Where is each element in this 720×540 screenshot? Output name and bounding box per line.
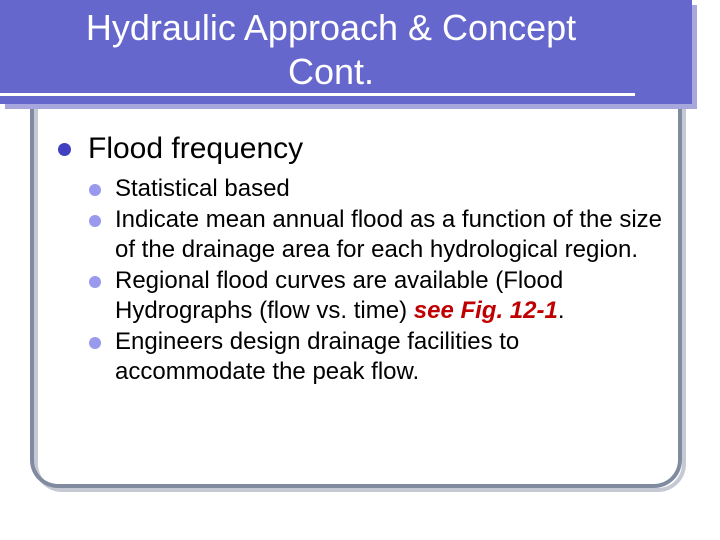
- bullet-icon: [89, 184, 101, 196]
- bullet-icon: [58, 143, 71, 156]
- sub-bullet-text: Indicate mean annual flood as a function of the size of the drainage area for each hydrological region.: [115, 205, 663, 263]
- slide-title-line1: Hydraulic Approach & Concept: [85, 7, 577, 48]
- sub-bullet-item: [56, 327, 676, 388]
- title-bar: [0, 0, 692, 104]
- sub-bullet-text: Engineers design drainage facilities to accommodate the peak flow.: [115, 327, 520, 385]
- title-underline: [0, 93, 635, 96]
- bullet-icon: [89, 215, 101, 227]
- main-bullet-item: [56, 130, 676, 168]
- sub-bullet-item: [56, 266, 676, 327]
- bullet-icon: [89, 337, 101, 349]
- slide-title-line2: Cont.: [287, 51, 375, 92]
- slide-title: [0, 6, 662, 94]
- sub-bullet-item: [56, 174, 676, 205]
- sub-bullet-text: Statistical based: [115, 175, 290, 202]
- sub-bullet-item: [56, 205, 676, 266]
- slide-content: [56, 130, 676, 388]
- figure-reference: see Fig. 12-1: [413, 297, 558, 324]
- main-bullet-text: Flood frequency: [88, 132, 304, 165]
- sub-bullet-text: Regional flood curves are available (Flood Hydrographs (flow vs. time): [115, 266, 564, 324]
- bullet-icon: [89, 276, 101, 288]
- sub-bullet-text-end: .: [557, 297, 565, 324]
